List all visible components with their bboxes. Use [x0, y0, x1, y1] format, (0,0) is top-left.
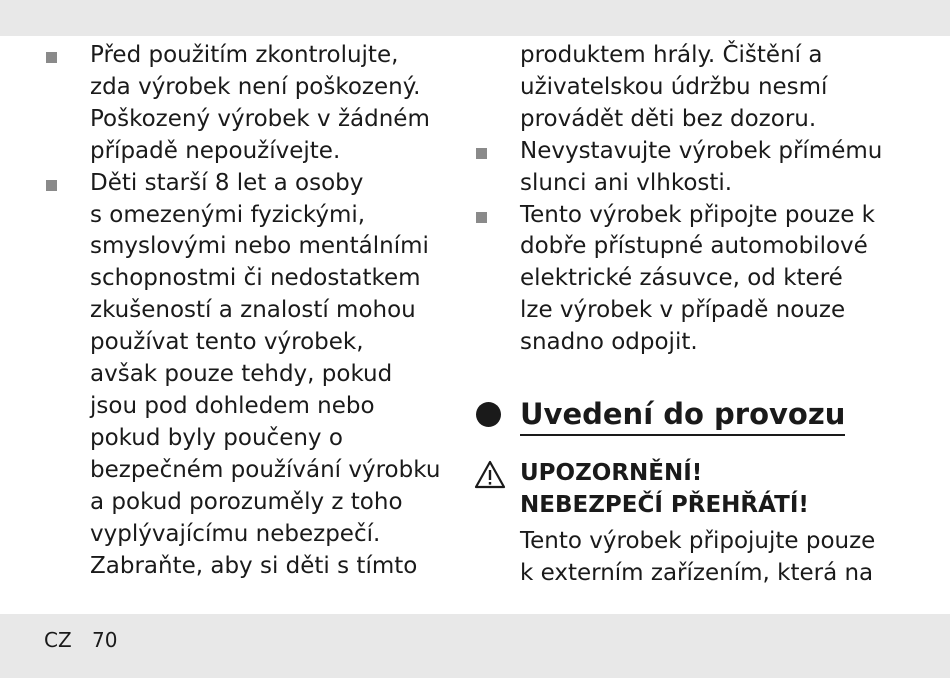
text-line: slunci ani vlhkosti.	[520, 169, 733, 196]
footer-band	[0, 614, 950, 678]
warning-triangle-icon	[474, 460, 506, 490]
text-line: Poškozený výrobek v žádném	[90, 105, 430, 132]
left-column	[44, 40, 444, 582]
text-line: produktem hrály. Čištění a	[520, 42, 823, 68]
warning-block	[474, 458, 874, 590]
square-bullet-icon	[476, 212, 487, 223]
bullet-item-inspect	[44, 40, 444, 168]
text-line: zda výrobek není poškozený.	[90, 73, 421, 100]
square-bullet-icon	[46, 180, 57, 191]
text-line: Před použitím zkontrolujte,	[90, 42, 399, 68]
footer-language: CZ	[44, 628, 72, 652]
text-line: pokud byly poučeny o	[90, 424, 343, 451]
text-line: snadno odpojit.	[520, 329, 698, 356]
text-line: schopnostmi či nedostatkem	[90, 265, 421, 292]
text-line: a pokud porozuměly z toho	[90, 488, 403, 515]
text-line: uživatelskou údržbu nesmí	[520, 73, 828, 100]
text-line: zkušeností a znalostí mohou	[90, 297, 416, 324]
text-line: provádět děti bez dozoru.	[520, 105, 817, 132]
warning-text	[520, 526, 874, 590]
text-line: lze výrobek v případě nouze	[520, 297, 846, 324]
text-line: vyplývajícímu nebezpečí.	[90, 520, 381, 547]
text-line: NEBEZPEČÍ PŘEHŘÁTÍ!	[520, 491, 809, 518]
warning-title	[520, 458, 874, 522]
text-line: dobře přístupné automobilové	[520, 233, 868, 260]
section-heading	[474, 394, 874, 444]
square-bullet-icon	[476, 148, 487, 159]
page-number: 70	[92, 628, 118, 652]
text-line: elektrické zásuvce, od které	[520, 265, 843, 292]
bullet-item-children	[44, 168, 444, 583]
text-line: UPOZORNĚNÍ!	[520, 460, 703, 487]
text-line: případě nepoužívejte.	[90, 137, 341, 164]
top-band	[0, 0, 950, 36]
text-line: Děti starší 8 let a osoby	[90, 169, 364, 196]
text-line: Tento výrobek připojujte pouze	[520, 527, 876, 554]
bullet-item-sunlight	[474, 136, 883, 200]
text-line: používat tento výrobek,	[90, 329, 364, 356]
text-line: Tento výrobek připojte pouze k	[520, 201, 875, 228]
continuation-paragraph	[474, 40, 874, 136]
right-column	[474, 40, 883, 590]
text-line: jsou pod dohledem nebo	[90, 392, 375, 419]
text-line: Zabraňte, aby si děti s tímto	[90, 552, 418, 579]
text-line: avšak pouze tehdy, pokud	[90, 361, 393, 388]
text-line: k externím zařízením, která na	[520, 559, 874, 586]
square-bullet-icon	[46, 52, 57, 63]
text-line: bezpečném používání výrobku	[90, 456, 441, 483]
text-line: s omezenými fyzickými,	[90, 201, 366, 228]
bullet-item-socket	[474, 200, 874, 360]
section-title: Uvedení do provozu	[520, 394, 845, 436]
text-line: smyslovými nebo mentálními	[90, 233, 429, 260]
text-line: Nevystavujte výrobek přímému	[520, 137, 883, 164]
section-dot-icon	[476, 402, 501, 427]
